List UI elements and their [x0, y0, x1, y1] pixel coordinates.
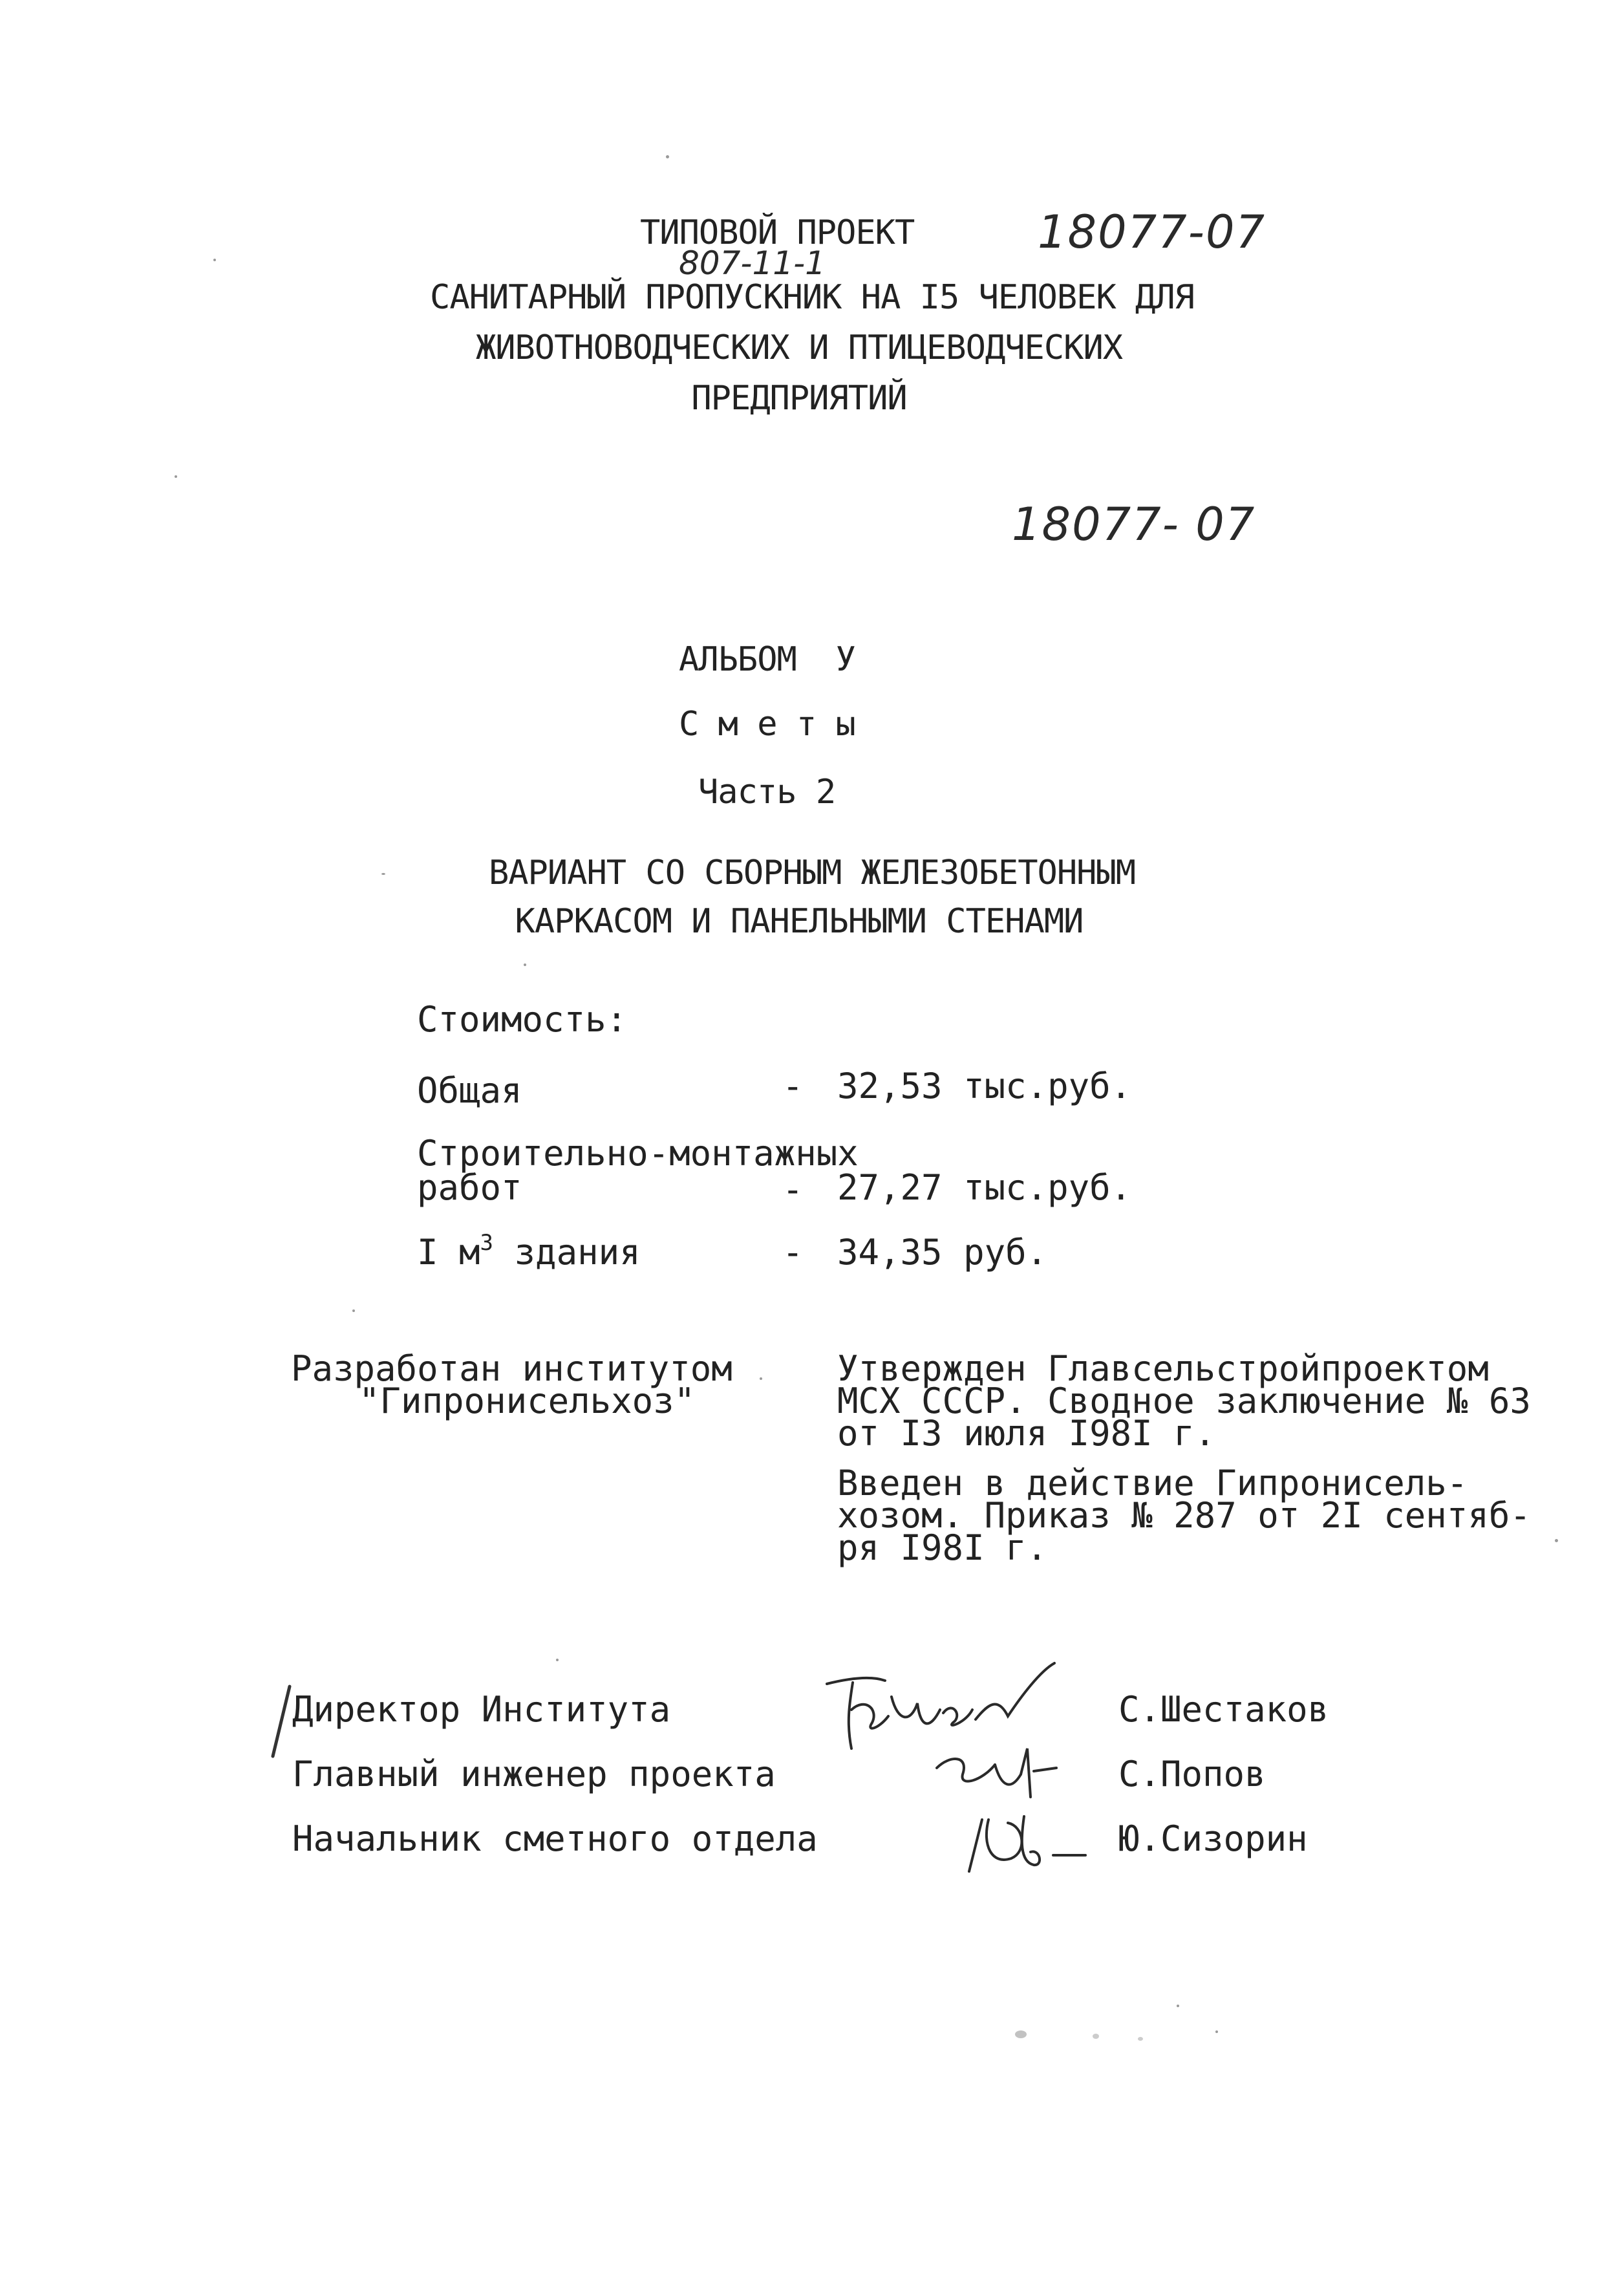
- scan-speck: [1215, 2030, 1218, 2033]
- cost-row-value: 32,53 тыс.руб.: [837, 1066, 1132, 1106]
- estimate-head-signature-image: [950, 1788, 1080, 1872]
- album-label: АЛЬБОМ У: [679, 640, 855, 679]
- cost-row-label: Строительно-монтажных: [417, 1133, 859, 1174]
- title-line-1: САНИТАРНЫЙ ПРОПУСКНИК НА I5 ЧЕЛОВЕК ДЛЯ: [430, 278, 1194, 317]
- cost-row-dash: -: [782, 1169, 804, 1210]
- signature-name: С.Шестаков: [1118, 1689, 1329, 1730]
- scan-speck: [352, 1309, 355, 1312]
- cost-row-label-volume-tail: здания: [493, 1232, 641, 1273]
- title-line-3: ПРЕДПРИЯТИЙ: [691, 379, 907, 418]
- chief-engineer-signature-image: [912, 1723, 1054, 1788]
- approval-line-2: МСХ СССР. Сводное заключение № 63: [837, 1381, 1531, 1421]
- scan-speck: [1555, 1539, 1558, 1542]
- series-label: ТИПОВОЙ ПРОЕКТ: [640, 213, 915, 252]
- cost-row-dash: -: [782, 1232, 804, 1273]
- signature-role: Главный инженер проекта: [292, 1754, 776, 1794]
- cost-heading: Стоимость:: [417, 999, 628, 1040]
- scan-speck: [1177, 2005, 1179, 2007]
- handwritten-project-number-middle: 18077- 07: [1012, 498, 1256, 551]
- title-line-2: ЖИВОТНОВОДЧЕСКИХ И ПТИЦЕВОДЧЕСКИХ: [475, 328, 1123, 367]
- album-subtitle: С м е т ы: [679, 705, 855, 744]
- introduced-line-1: Введен в действие Гипронисель-: [837, 1463, 1468, 1503]
- scan-speck: [1093, 2034, 1099, 2039]
- scan-speck: [760, 1377, 762, 1380]
- developer-line-2: "Гипронисельхоз": [359, 1381, 696, 1421]
- scan-speck: [213, 259, 216, 261]
- scan-speck: [666, 155, 669, 158]
- developer-line-1: Разработан институтом: [291, 1348, 732, 1389]
- scan-speck: [1015, 2030, 1027, 2038]
- variant-line-1: ВАРИАНТ СО СБОРНЫМ ЖЕЛЕЗОБЕТОННЫМ: [488, 854, 1136, 892]
- signature-role: Начальник сметного отдела: [292, 1818, 818, 1859]
- approval-line-1: Утвержден Главсельстройпроектом: [837, 1348, 1489, 1389]
- scan-speck: [175, 475, 177, 478]
- margin-slash-mark: [255, 1672, 281, 1749]
- cost-row-label-volume: [417, 1232, 641, 1273]
- scan-speck: [381, 873, 385, 875]
- approval-line-3: от I3 июля I98I г.: [837, 1413, 1216, 1454]
- handwritten-project-number-top: 18077-07: [1038, 206, 1266, 259]
- cost-row-value: 27,27 тыс.руб.: [837, 1167, 1132, 1208]
- signature-role: Директор Института: [292, 1689, 671, 1730]
- introduced-line-2: хозом. Приказ № 287 от 2I сентяб-: [837, 1495, 1531, 1536]
- scan-speck: [556, 1659, 559, 1661]
- cost-row-label: Общая: [417, 1070, 522, 1111]
- cost-row-label-volume-base: I м: [417, 1232, 480, 1273]
- scan-speck: [1138, 2037, 1143, 2041]
- introduced-line-3: ря I98I г.: [837, 1527, 1048, 1568]
- handwritten-project-code: 807-11-1: [679, 244, 826, 282]
- signature-name: Ю.Сизорин: [1118, 1818, 1308, 1859]
- variant-line-2: КАРКАСОМ И ПАНЕЛЬНЫМИ СТЕНАМИ: [515, 902, 1084, 941]
- cubic-superscript: 3: [480, 1230, 494, 1256]
- cost-row-value: 34,35 руб.: [837, 1232, 1048, 1273]
- cost-row-dash: -: [782, 1066, 804, 1106]
- signature-name: С.Попов: [1118, 1754, 1266, 1794]
- scan-speck: [524, 963, 526, 966]
- album-part: Часть 2: [698, 773, 836, 812]
- cost-row-label-line2: работ: [417, 1167, 522, 1208]
